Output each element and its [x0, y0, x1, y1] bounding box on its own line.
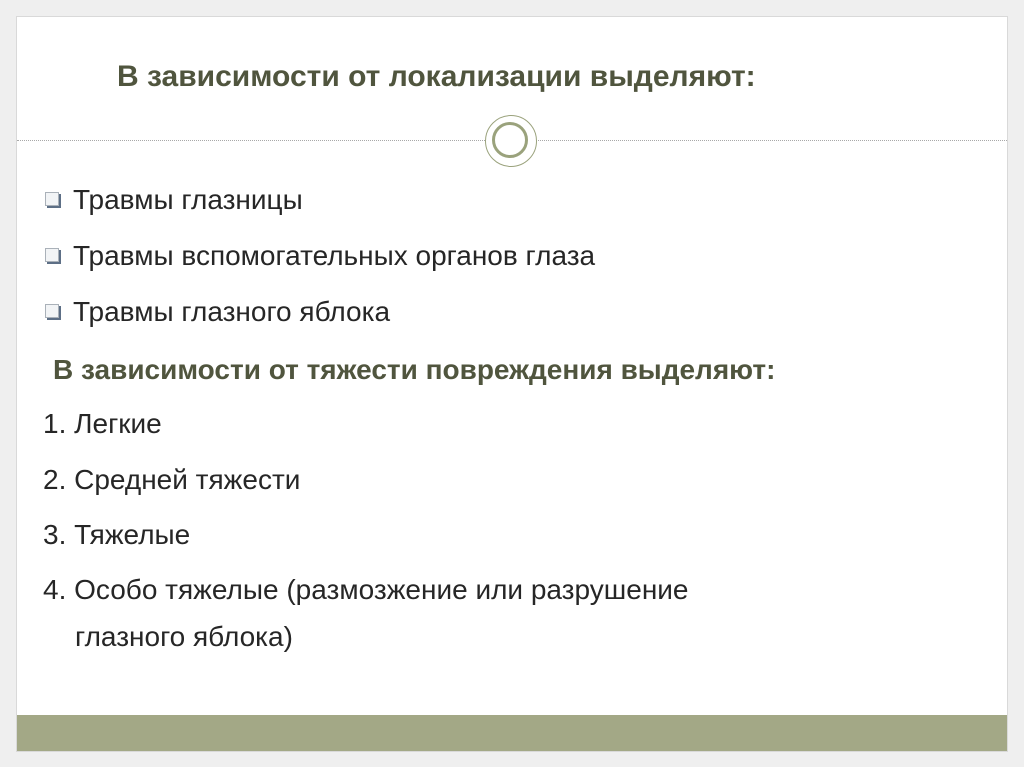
- numbered-item: 2. Средней тяжести: [43, 464, 301, 495]
- numbered-item: 1. Легкие: [43, 408, 162, 439]
- bullet-text: Травмы глазницы: [73, 184, 303, 215]
- checkbox-bullet-icon: [45, 192, 59, 206]
- numbered-item: 4. Особо тяжелые (размозжение или разрушение: [43, 574, 689, 605]
- bullet-text: Травмы глазного яблока: [73, 296, 391, 327]
- checkbox-bullet-icon: [45, 304, 59, 318]
- numbered-item-continuation: глазного яблока): [75, 621, 293, 652]
- bullet-item: [45, 237, 595, 275]
- bullet-item: [45, 181, 303, 219]
- slide-title: В зависимости от локализации выделяют:: [117, 60, 756, 93]
- checkbox-bullet-icon: [45, 248, 59, 262]
- bullet-text: Травмы вспомогательных органов глаза: [73, 240, 596, 271]
- numbered-item: 3. Тяжелые: [43, 519, 191, 550]
- bullet-item: [45, 293, 390, 331]
- severity-subheading: В зависимости от тяжести повреждения выделяют:: [53, 354, 776, 385]
- slide-content: [17, 17, 1007, 717]
- slide-frame: [16, 16, 1008, 752]
- footer-bar: [17, 715, 1007, 751]
